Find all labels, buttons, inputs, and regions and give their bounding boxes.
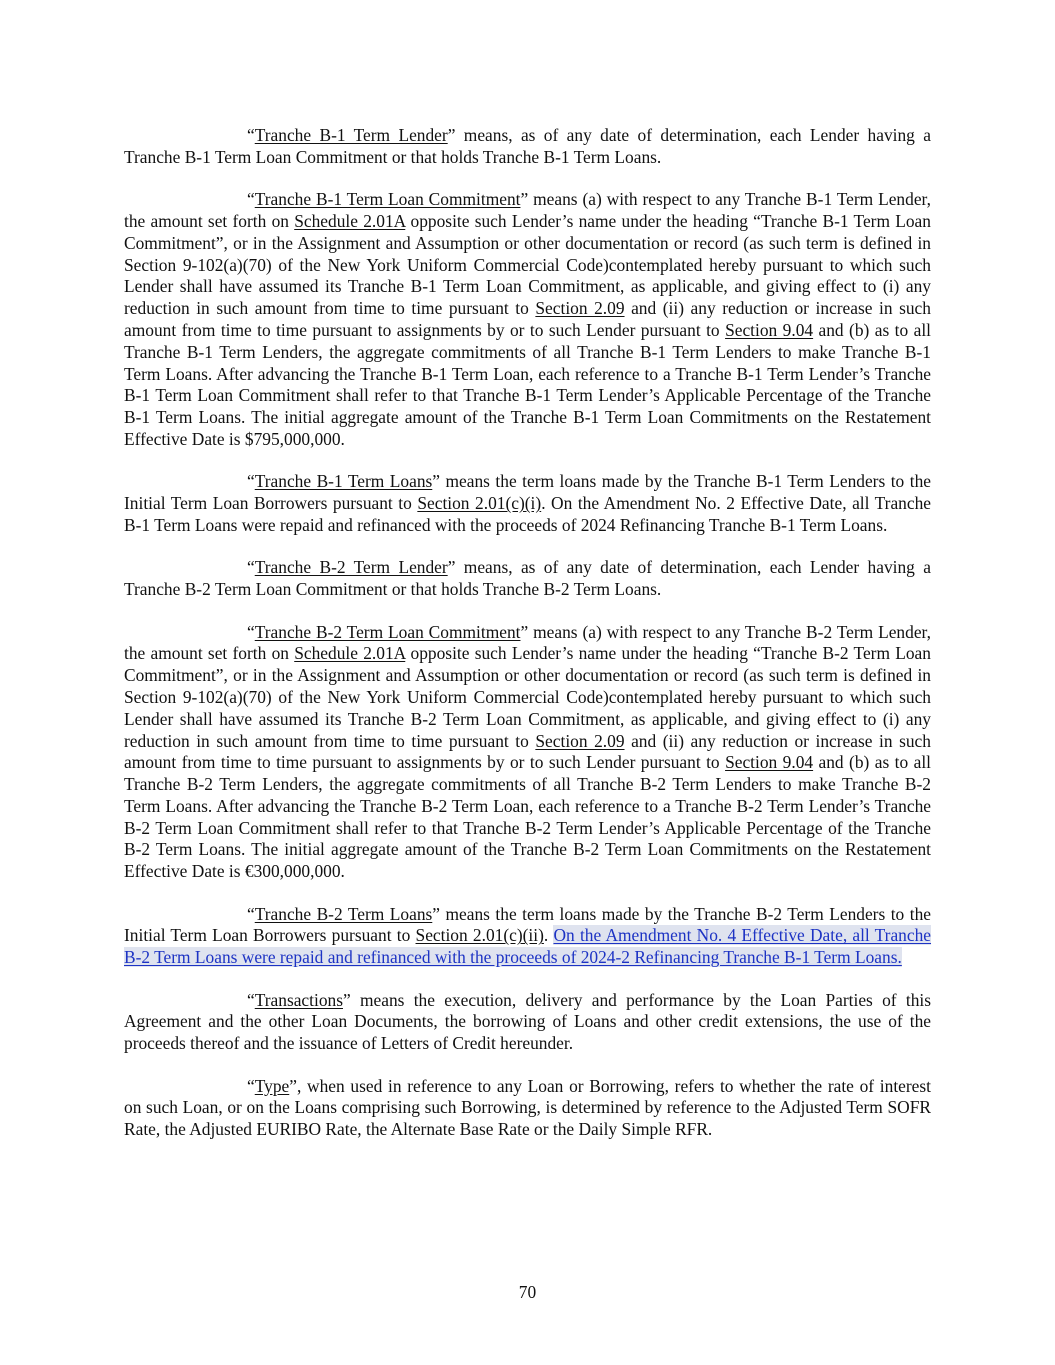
definition-text: .	[543, 925, 554, 946]
cross-reference: Section 2.09	[535, 730, 625, 751]
cross-reference: Section 9.04	[725, 752, 814, 773]
definition-text: ” means (a) with respect to any Tranche B-1 Term Lender, the amount set forth on	[124, 189, 931, 231]
definition-text: ” means the term loans made by the Tranche B-2 Term Lenders to the Initial Term Loan Borrowers pursuant to	[124, 903, 931, 946]
definition-text: ” means, as of any date of determination, each Lender having a Tranche B-1 Term Loan Commitment or that holds Tranche B-1 Term Loans.	[124, 125, 931, 167]
definition-tranche-b2-term-lender: “Tranche B-2 Term Lender” means, as of any date of determination, each Lender having a Tranche B-2 Term Loan Commitment or that holds Tranche B-2 Term Loans.	[124, 557, 931, 600]
defined-term: Type	[254, 1075, 290, 1096]
definition-tranche-b1-term-loan-commitment: “Tranche B-1 Term Loan Commitment” means (a) with respect to any Tranche B-1 Term Lender, the amount set forth on Schedule 2.01A opposite such Lender’s name under the heading “Tranche B-1 Term Loan Commitment”, or in the Assignment and Assumption or other documentation or record (as such term is defined in Section 9-102(a)(70) of the New York Uniform Commercial Code)contemplated hereby pursuant to which such Lender shall have assumed its Tranche B-1 Term Loan Commitment, as applicable, and giving effect to (i) any reduction in such amount from time to time pursuant to Section 2.09 and (ii) any reduction or increase in such amount from time to time pursuant to assignments by or to such Lender pursuant to Section 9.04 and (b) as to all Tranche B-1 Term Lenders, the aggregate commitments of all Tranche B-1 Term Lenders to make Tranche B-1 Term Loans. After advancing the Tranche B-1 Term Loan, each reference to a Tranche B-1 Term Lender’s Tranche B-1 Term Loan Commitment shall refer to that Tranche B-1 Term Lender’s Applicable Percentage of the Tranche B-1 Term Loans. The initial aggregate amount of the Tranche B-1 Term Loan Commitments on the Restatement Effective Date is $795,000,000.	[124, 189, 931, 449]
definition-text: and (b) as to all Tranche B-2 Term Lenders, the aggregate commitments of all Tranche B-2 Term Lenders to make Tranche B-2 Term Loans. After advancing the Tranche B-2 Term Loan, each reference to a Tranche B-2 Term Lender’s Tranche B-2 Term Loan Commitment shall refer to that Tranche B-2 Term Lender’s Applicable Percentage of the Tranche B-2 Term Loans. The initial aggregate amount of the Tranche B-2 Term Loan Commitments on the Restatement Effective Date is €300,000,000.	[124, 752, 931, 882]
cross-reference: Schedule 2.01A	[294, 643, 406, 664]
definition-text: ”, when used in reference to any Loan or Borrowing, refers to whether the rate of interest on such Loan, or on the Loans comprising such Borrowing, is determined by reference to the Adjusted Term SOFR Rate, the Adjusted EURIBO Rate, the Alternate Base Rate or the Daily Simple RFR.	[124, 1075, 931, 1140]
definition-text: opposite such Lender’s name under the heading “Tranche B-2 Term Loan Commitment”, or in the Assignment and Assumption or other documentation or record (as such term is defined in Section 9-102(a)(70) of the New York Uniform Commercial Code)contemplated hereby pursuant to which such Lender shall have assumed its Tranche B-2 Term Loan Commitment, as applicable, and giving effect to (i) any reduction in such amount from time to time pursuant to	[124, 643, 931, 751]
definition-tranche-b2-term-loan-commitment: “Tranche B-2 Term Loan Commitment” means (a) with respect to any Tranche B-2 Term Lender, the amount set forth on Schedule 2.01A opposite such Lender’s name under the heading “Tranche B-2 Term Loan Commitment”, or in the Assignment and Assumption or other documentation or record (as such term is defined in Section 9-102(a)(70) of the New York Uniform Commercial Code)contemplated hereby pursuant to which such Lender shall have assumed its Tranche B-2 Term Loan Commitment, as applicable, and giving effect to (i) any reduction in such amount from time to time pursuant to Section 2.09 and (ii) any reduction or increase in such amount from time to time pursuant to assignments by or to such Lender pursuant to Section 9.04 and (b) as to all Tranche B-2 Term Lenders, the aggregate commitments of all Tranche B-2 Term Lenders to make Tranche B-2 Term Loans. After advancing the Tranche B-2 Term Loan, each reference to a Tranche B-2 Term Lender’s Tranche B-2 Term Loan Commitment shall refer to that Tranche B-2 Term Lender’s Applicable Percentage of the Tranche B-2 Term Loans. The initial aggregate amount of the Tranche B-2 Term Loan Commitments on the Restatement Effective Date is €300,000,000.	[124, 621, 931, 882]
cross-reference: Section 2.01(c)(ii)	[415, 925, 544, 946]
definition-text: and (b) as to all Tranche B-1 Term Lenders, the aggregate commitments of all Tranche B-1 Term Lenders to make Tranche B-1 Term Loans. After advancing the Tranche B-1 Term Loan, each reference to a Tranche B-1 Term Lender’s Tranche B-1 Term Loan Commitment shall refer to that Tranche B-1 Term Lender’s Applicable Percentage of the Tranche B-1 Term Loans. The initial aggregate amount of the Tranche B-1 Term Loan Commitments on the Restatement Effective Date is $795,000,000.	[124, 319, 931, 449]
defined-term: Tranche B-2 Term Lender	[254, 557, 448, 578]
defined-term: Tranche B-1 Term Lender	[254, 125, 448, 145]
definition-text: ” means the execution, delivery and performance by the Loan Parties of this Agreement and the other Loan Documents, the borrowing of Loans and other credit extensions, the use of the proceeds thereof and the issuance of Letters of Credit hereunder.	[124, 989, 931, 1054]
definition-tranche-b1-term-lender: “Tranche B-1 Term Lender” means, as of any date of determination, each Lender having a Tranche B-1 Term Loan Commitment or that holds Tranche B-1 Term Loans.	[124, 125, 931, 167]
definition-text: ” means, as of any date of determination, each Lender having a Tranche B-2 Term Loan Commitment or that holds Tranche B-2 Term Loans.	[124, 557, 931, 600]
defined-term: Tranche B-1 Term Loan Commitment	[254, 189, 521, 210]
defined-term: Tranche B-1 Term Loans	[254, 471, 433, 492]
definition-tranche-b1-term-loans: “Tranche B-1 Term Loans” means the term loans made by the Tranche B-1 Term Lenders to the Initial Term Loan Borrowers pursuant to Section 2.01(c)(i). On the Amendment No. 2 Effective Date, all Tranche B-1 Term Loans were repaid and refinanced with the proceeds of 2024 Refinancing Tranche B-1 Term Loans.	[124, 471, 932, 535]
definition-text: and (ii) any reduction or increase in such amount from time to time pursuant to assignments by or to such Lender pursuant to	[124, 298, 931, 340]
defined-term: Tranche B-2 Term Loans	[254, 903, 433, 924]
cross-reference: Section 2.01(c)(i)	[417, 493, 542, 514]
definition-transactions: “Transactions” means the execution, delivery and performance by the Loan Parties of this Agreement and the other Loan Documents, the borrowing of Loans and other credit extensions, the use of the proceeds thereof and the issuance of Letters of Credit hereunder.	[124, 989, 931, 1054]
definitions-section	[124, 125, 931, 1162]
definition-text: and (ii) any reduction or increase in such amount from time to time pursuant to assignments by or to such Lender pursuant to	[124, 730, 931, 773]
definition-type: “Type”, when used in reference to any Loan or Borrowing, refers to whether the rate of interest on such Loan, or on the Loans comprising such Borrowing, is determined by reference to the Adjusted Term SOFR Rate, the Adjusted EURIBO Rate, the Alternate Base Rate or the Daily Simple RFR.	[124, 1075, 931, 1140]
cross-reference: Section 2.09	[535, 298, 625, 319]
defined-term: Transactions	[254, 989, 343, 1010]
definition-text: ” means (a) with respect to any Tranche B-2 Term Lender, the amount set forth on	[124, 621, 931, 664]
cross-reference: Schedule 2.01A	[294, 210, 406, 231]
definition-tranche-b2-term-loans: “Tranche B-2 Term Loans” means the term loans made by the Tranche B-2 Term Lenders to the Initial Term Loan Borrowers pursuant to Section 2.01(c)(ii). On the Amendment No. 4 Effective Date, all Tranche B-2 Term Loans were repaid and refinanced with the proceeds of 2024-2 Refinancing Tranche B-1 Term Loans.	[124, 903, 932, 968]
page-number: 70	[518, 1282, 537, 1302]
cross-reference: Section 9.04	[725, 319, 814, 340]
inserted-amendment-text: On the Amendment No. 4 Effective Date, all Tranche B-2 Term Loans were repaid and refinanced with the proceeds of 2024-2 Refinancing Tranche B-1 Term Loans.	[124, 925, 932, 968]
definition-text: ” means the term loans made by the Tranche B-1 Term Lenders to the Initial Term Loan Borrowers pursuant to	[124, 471, 931, 514]
definition-text: opposite such Lender’s name under the heading “Tranche B-1 Term Loan Commitment”, or in the Assignment and Assumption or other documentation or record (as such term is defined in Section 9-102(a)(70) of the New York Uniform Commercial Code)contemplated hereby pursuant to which such Lender shall have assumed its Tranche B-1 Term Loan Commitment, as applicable, and giving effect to (i) any reduction in such amount from time to time pursuant to	[124, 210, 931, 319]
definition-text: . On the Amendment No. 2 Effective Date, all Tranche B-1 Term Loans were repaid and refinanced with the proceeds of 2024 Refinancing Tranche B-1 Term Loans.	[124, 493, 932, 535]
defined-term: Tranche B-2 Term Loan Commitment	[254, 621, 521, 642]
